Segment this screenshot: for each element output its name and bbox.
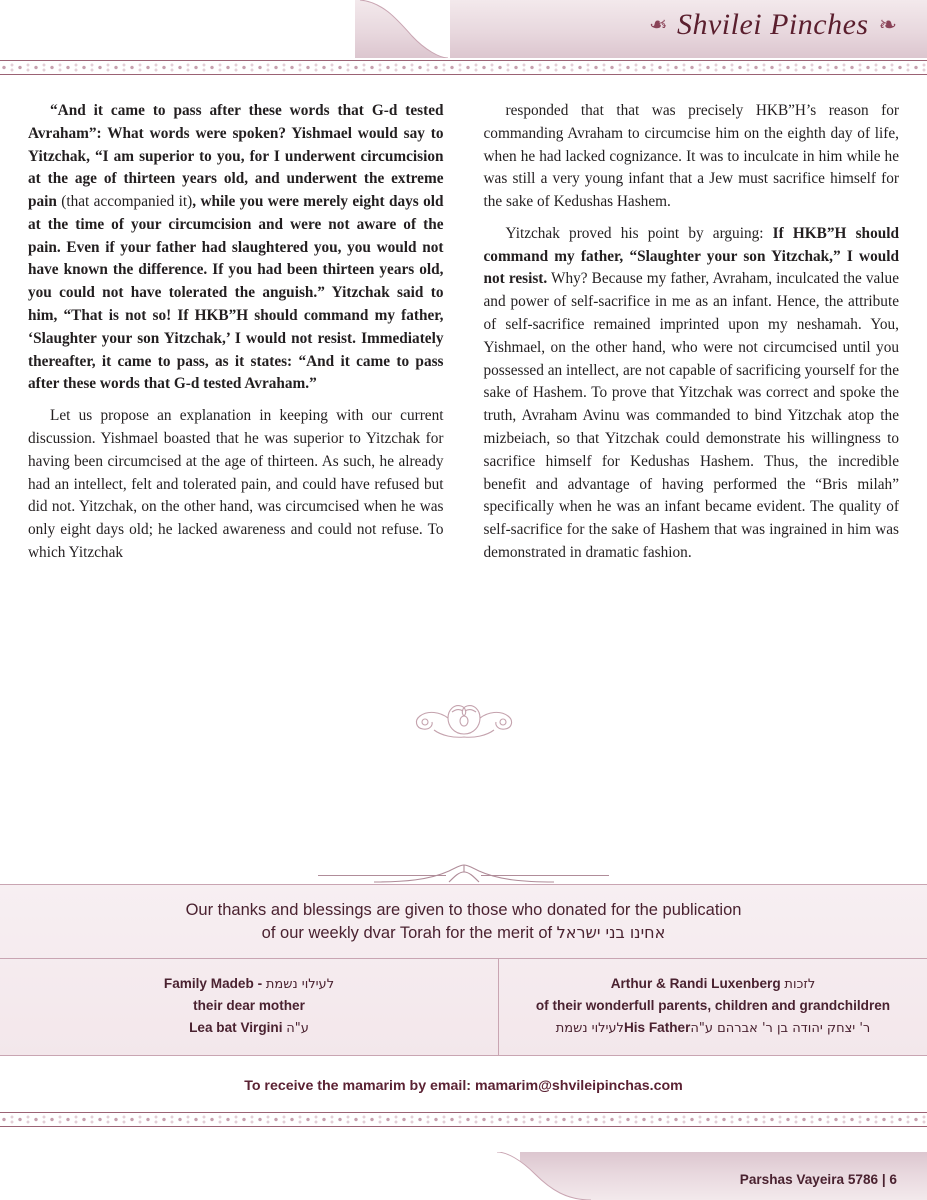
text-run-bold: “And it came to pass after these words that G-d tested Avraham”: What words were spoken? Yishmael would say to Yitzchak, “I am superior to you, for I underwent circumcision at the age of thirteen years old, and underwent the extreme pain [28,102,444,211]
dedication-left-line1 [18,973,480,996]
rule-dot-band [0,63,927,72]
text-run: (that accompanied it) [61,193,193,211]
dedication-right-hebrew-2a: לעילוי נשמת [551,1020,624,1036]
rule-line-lower [0,74,927,75]
header-curve-decoration [330,0,450,58]
dedication-cell-left [0,959,499,1056]
paragraph [484,100,900,214]
bottom-ornamental-rule [0,1112,927,1132]
dedication-heading-line1: Our thanks and blessings are given to those who donated for the publication [185,901,742,919]
footer-page-label: Parshas Vayeira 5786 | 6 [739,1172,897,1187]
dedication-heading-line2 [40,922,887,945]
column-right [484,100,900,574]
dedication-left-hebrew-1: לעילוי נשמת [265,976,335,992]
paragraph [28,100,444,396]
page-footer [0,1148,927,1200]
paragraph [28,405,444,564]
text-run: Why? Because my father, Avraham, inculcated the value and power of self-sacrifice in me as an infant. Hence, the attribute of self-sacrifice remained imprinted upon my neshamah. You, Yishmael, on the other hand, who were not circumcised until you possessed an intellect, are not capable of sacrificing yourself for the sake of Hashem. To prove that Yitzchak was correct and spoke the truth, Avraham Avinu was commanded to bind Yitzchak atop the mizbeiach, so that Yitzchak could demonstrate his willingness to sacrifice himself for Kedushas Hashem. Thus, the incredible benefit and advantage of having performed the “Bris milah” specifically when he was an infant became evident. The quality of self-sacrifice for the sake of Hashem that was ingrained in him was demonstrated in dramatic fashion. [483,270,899,561]
dedication-right-line2: of their wonderfull parents, children and grandchildren [535,998,891,1014]
text-run-bold: If HKB”H should command my father, “Slaughter your son Yitzchak,” I would not resist. [483,224,899,288]
email-contact-note[interactable]: To receive the mamarim by email: mamarim@shvileipinchas.com [244,1078,683,1094]
dedication-left-name-2: Lea bat Virgini [189,1019,287,1035]
dedication-block [0,884,927,1056]
dedication-right-name: Arthur & Randi Luxenberg [610,975,785,991]
header-white-area [0,0,355,58]
dedication-left-line2: their dear mother [193,998,305,1014]
page-header [0,0,927,62]
dedication-right-line1 [517,973,909,996]
section-end-ornament [0,690,927,751]
rule-dot-band-bottom [0,1115,927,1124]
dedication-left-name: Family Madeb - [163,975,266,991]
text-run: Yitzchak proved his point by arguing: [505,224,773,242]
brand [649,8,897,42]
brand-title: Shvilei Pinches [676,8,869,41]
dedication-right-name-2: His Father [623,1019,691,1035]
text-run: responded that that was precisely HKB”H’s reason for commanding Avraham to circumcise him on the eighth day of life, when he had lacked cognizance. It was to inculcate in him while he was still a very young infant that a Jew must sacrifice himself for the sake of Kedushas Hashem. [483,102,899,211]
footer-white-area [0,1152,520,1200]
dedication-heading-line2-hebrew: אחינו בני ישראל [556,923,666,943]
dedication-left-line3 [18,1017,480,1040]
dedication-right-line3 [517,1017,909,1040]
dedication-left-hebrew-2: ע"ה [286,1020,309,1036]
brand-ornament-left: ❧ [648,12,667,37]
top-ornamental-rule [0,60,927,80]
rule-line-upper-bottom [0,1112,927,1113]
dedication-grid [0,958,927,1056]
rule-line-lower-bottom [0,1126,927,1127]
dedication-right-hebrew-1: לזכות [784,976,816,992]
text-run: Let us propose an explanation in keeping with our current discussion. Yishmael boasted that he was superior to Yitzchak for having been circumcised at the age of thirteen. As such, he already had an intellect, felt and tolerated pain, and could have refused but did not. Yitzchak, on the other hand, was circumcised when he was only eight days old; he lacked awareness and could not refuse. To which Yitzchak [28,407,444,561]
column-left [28,100,444,574]
dedication-right-hebrew-2b: ר' יצחק יהודה בן ר' אברהם ע"ה [690,1020,875,1036]
article-content [28,100,899,574]
dedication-heading-line2-prefix: of our weekly dvar Torah for the merit of [261,924,557,943]
footer-curve-decoration [495,1152,615,1200]
text-run-bold: , while you were merely eight days old at the time of your circumcision and were not aware of the pain. Even if your father had slaughtered you, you would not have known the difference. If you had been thirteen years old, you could not have tolerated the anguish.” Yitzchak said to him, “That is not so! If HKB”H should command my father, ‘Slaughter your son Yitzchak,’ I would not resist. Immediately thereafter, it came to pass, as it states: “And it came to pass after these words that G-d tested Avraham.” [28,193,444,393]
paragraph [484,223,900,565]
dedication-cell-right [499,959,927,1056]
dedication-heading [0,885,927,958]
rule-line-upper [0,60,927,61]
brand-ornament-right: ❧ [878,12,897,37]
